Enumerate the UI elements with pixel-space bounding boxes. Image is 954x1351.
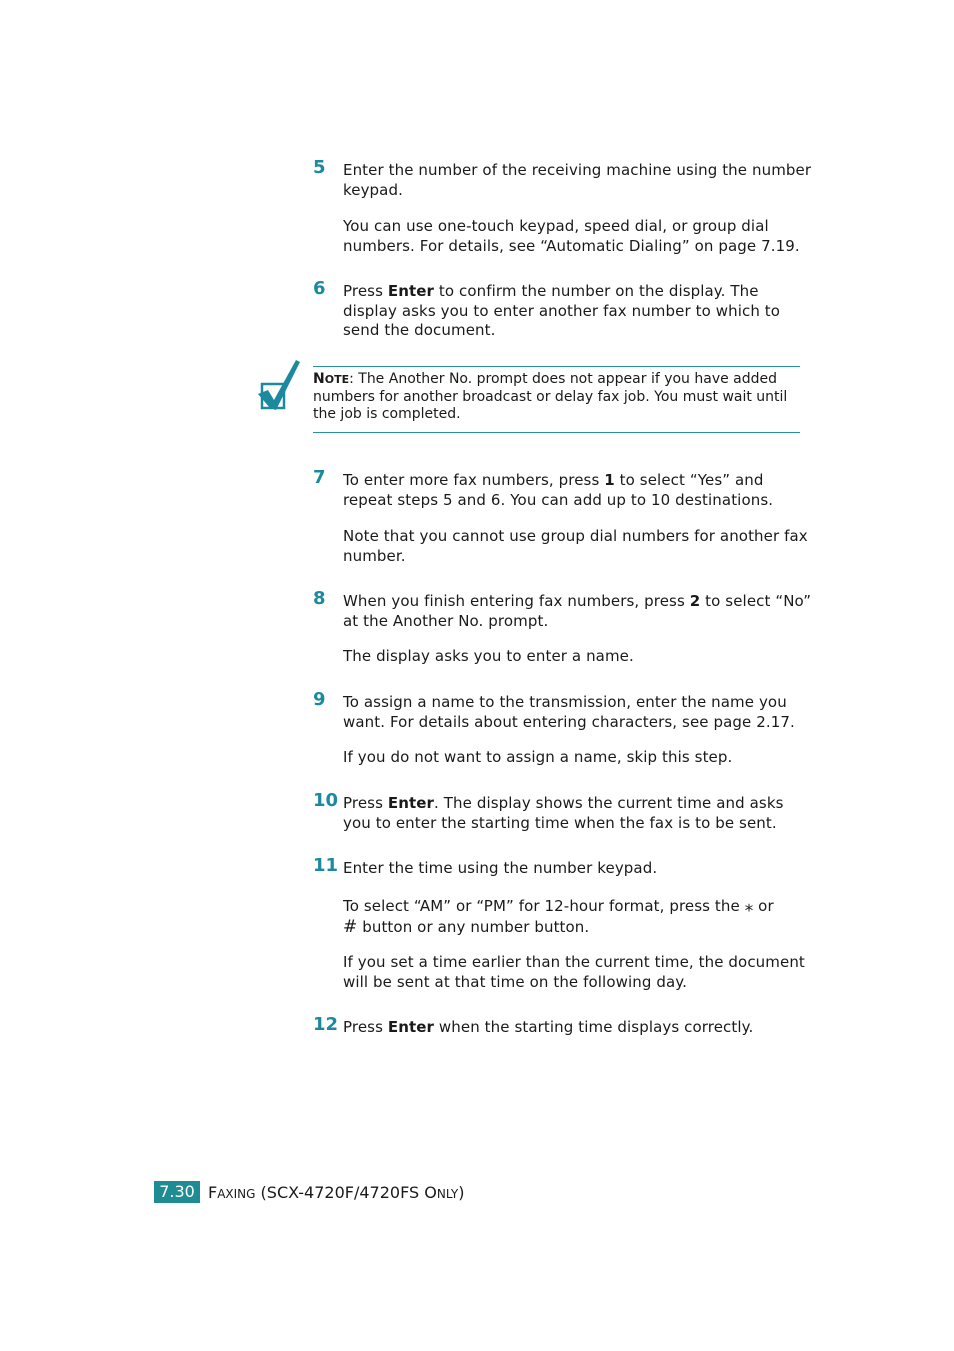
step-number: 12 [313, 1014, 339, 1035]
step-number: 9 [313, 689, 326, 710]
checkmark-icon [256, 358, 302, 414]
step-text: To assign a name to the transmission, enter the name you want. For details about entering characters, see page 2.17. [343, 693, 795, 731]
step-number: 7 [313, 467, 326, 488]
step-number: 11 [313, 855, 339, 876]
step-number: 8 [313, 588, 326, 609]
step-text: Enter the time using the number keypad. [343, 859, 658, 877]
step-number: 6 [313, 278, 326, 299]
step-text: To enter more fax numbers, press 1 to select “Yes” and repeat steps 5 and 6. You can add up to 10 destinations. [343, 471, 774, 509]
step-number: 5 [313, 157, 326, 178]
note-text: NOTE: The Another No. prompt does not appear if you have added numbers for another broadcast or delay fax job. You must wait until the job is completed. [313, 371, 788, 422]
step-text: Note that you cannot use group dial numbers for another fax number. [343, 527, 808, 565]
step-number: 10 [313, 790, 339, 811]
step-text: Press Enter. The display shows the current time and asks you to enter the starting time when the fax is to be sent. [343, 794, 784, 832]
note-label: NOTE [313, 371, 350, 387]
step-text: Press Enter when the starting time displays correctly. [343, 1018, 754, 1036]
hash-key-icon: # [343, 917, 358, 937]
page-number: 7.30 [154, 1181, 200, 1203]
step-text: Enter the number of the receiving machine using the number keypad. [343, 161, 812, 199]
step-text: When you finish entering fax numbers, press 2 to select “No” at the Another No. prompt. [343, 592, 812, 630]
step-text: You can use one-touch keypad, speed dial, or group dial numbers. For details, see “Automatic Dialing” on page 7.19. [343, 217, 800, 255]
note-box [313, 366, 800, 433]
star-key-icon: ⁎ [744, 896, 754, 916]
step-text: Press Enter to confirm the number on the display. The display asks you to enter another fax number to which to send the document. [343, 282, 781, 339]
step-text: If you do not want to assign a name, skip this step. [343, 748, 733, 766]
step-text: The display asks you to enter a name. [343, 647, 634, 665]
step-text: If you set a time earlier than the current time, the document will be sent at that time on the following day. [343, 953, 805, 991]
chapter-title: FAXING (SCX-4720F/4720FS ONLY) [208, 1183, 465, 1202]
step-text: To select “AM” or “PM” for 12-hour format, press the ⁎ or # button or any number button. [343, 896, 774, 937]
